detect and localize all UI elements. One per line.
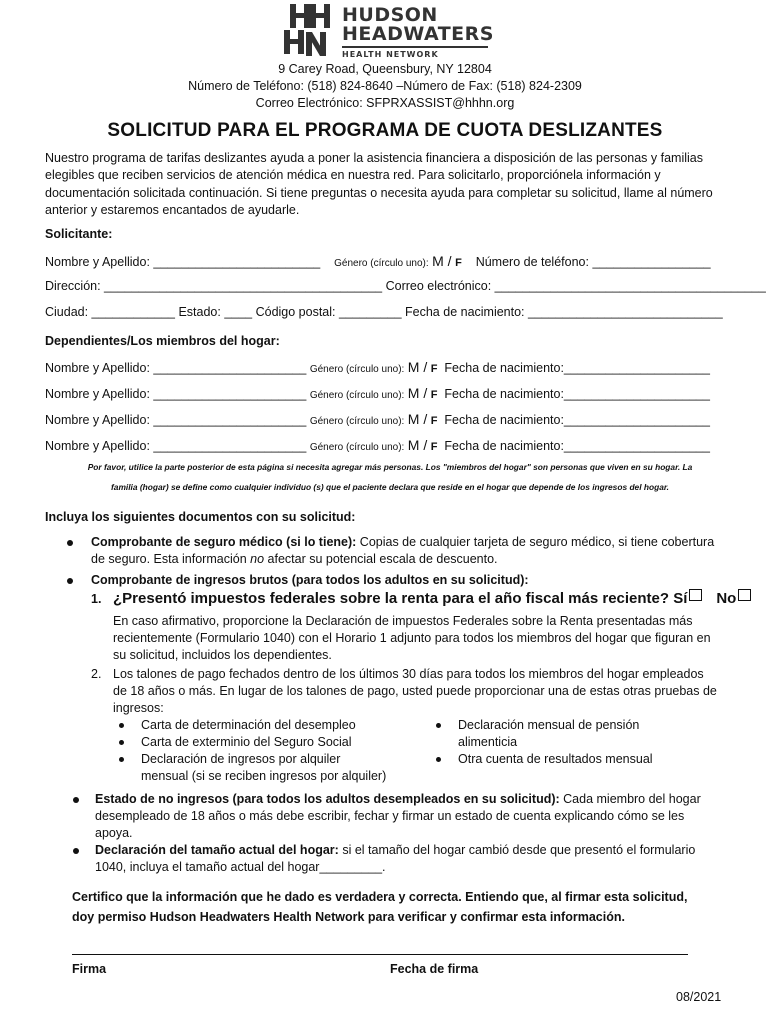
contact-email: Correo Electrónico: SFPRXASSIST@hhhn.org [255,96,515,110]
bullet [119,740,124,745]
logo-line-hudson: HUDSON [342,4,438,26]
tax-question-number [91,591,101,608]
gender-option-f[interactable]: F [430,415,438,427]
item-number: 1. [91,592,102,606]
gender-option-m[interactable]: M / [407,411,428,427]
bullet [73,797,79,803]
signature-line[interactable] [72,954,688,955]
household-size-text: si el tamaño del hogar cambió desde que presentó el formulario [342,843,696,857]
note-line: Por favor, utilice la parte posterior de esta página si necesita agregar más personas. Los "miembros del hogar" son personas que viven en su hogar. La [87,462,693,472]
household-note [45,457,735,497]
dependent-name-field[interactable]: Nombre y Apellido: ______________________ [45,387,307,401]
dependent-name-field[interactable]: Nombre y Apellido: ______________________ [45,361,307,375]
paystub-item [113,666,733,717]
dependents-heading: Dependientes/Los miembros del hogar: [45,334,280,348]
gender-option-m[interactable]: M / [407,385,428,401]
paystub-line: Los talones de pago fechados dentro de los últimos 30 días para todos los miembros del hogar empleados [113,667,704,681]
insurance-proof-item [91,534,731,568]
proof-item: Otra cuenta de resultados mensual [458,752,653,766]
gender-option-m[interactable]: M / [407,437,428,453]
hudson-headwaters-logo [284,4,494,59]
income-proof-label: Comprobante de ingresos brutos (para todos los adultos en su solicitud): [91,573,529,587]
dependent-row [45,358,710,377]
proof-item: Carta de determinación del desempleo [141,718,356,732]
gender-option-f[interactable]: F [430,441,438,453]
intro-line: anterior y estaremos encantados de ayudarle. [45,202,300,217]
applicant-phone-field[interactable]: Número de teléfono: _________________ [475,255,711,269]
signature-date-label: Fecha de firma [390,962,479,976]
gender-option-f[interactable]: F [455,257,462,269]
gender-option-f[interactable]: F [430,389,438,401]
no-income-item [95,791,735,842]
dependent-dob-field[interactable]: Fecha de nacimiento:_____________________ [444,361,710,375]
tax-question-text: ¿Presentó impuestos federales sobre la renta para el año fiscal más reciente? Sí [113,590,688,607]
no-income-label: Estado de no ingresos (para todos los adultos desempleados en su solicitud): [95,792,560,806]
proof-item: Declaración mensual de pensión [458,718,640,732]
address: 9 Carey Road, Queensbury, NY 12804 [278,62,492,76]
phone-fax: Número de Teléfono: (518) 824-8640 –Número de Fax: (518) 824-2309 [188,79,582,93]
dependent-dob-field[interactable]: Fecha de nacimiento:_____________________ [444,439,710,453]
proof-item: Declaración de ingresos por alquiler [141,752,341,766]
proof-item: Carta de exterminio del Seguro Social [141,735,352,749]
certify-line: Certifico que la información que he dado es verdadera y correcta. Entiendo que, al firmar esta solicitud, [72,890,688,904]
bullet [67,578,73,584]
logo-rule [342,46,488,48]
no-income-text: Cada miembro del hogar [563,792,701,806]
detail-line: recientemente (Formulario 1040) con el Horario 1 adjunto para todos los miembros del hogar que figuran en [113,631,711,645]
insurance-proof-text: de seguro. Esta información [91,552,247,566]
gender-option-f[interactable]: F [430,363,438,375]
emphasis-no: no [250,552,265,566]
documents-heading: Incluya los siguientes documentos con su solicitud: [45,510,356,524]
household-size-label: Declaración del tamaño actual del hogar: [95,843,339,857]
page-title: SOLICITUD PARA EL PROGRAMA DE CUOTA DESLIZANTES [107,120,663,141]
paystub-line: de 18 años o más. En lugar de los talones de pago, usted puede proporcionar una de estas otras pruebas de [113,684,717,698]
applicant-address-field[interactable]: Dirección: ________________________________________ Correo electrónico: _______________________________________ [45,279,766,293]
no-checkbox[interactable] [738,589,751,601]
tax-detail [113,613,733,664]
intro-line: Nuestro programa de tarifas deslizantes ayuda a poner la asistencia financiera a disposición de las personas y familias [45,151,703,165]
no-income-text: desempleado de 18 años o más debe escribir, fechar y firmar un estado de cuenta explicando cómo se les [95,809,685,823]
dependent-name-field[interactable]: Nombre y Apellido: ______________________ [45,413,307,427]
insurance-proof-text: afectar su potencial escala de descuento. [267,552,498,566]
paystub-number: 2. [91,667,102,681]
gender-label: Género (círculo uno): [309,416,405,427]
tax-question [113,589,751,608]
proof-item-continued: mensual (si se reciben ingresos por alquiler) [141,769,387,783]
signature-label: Firma [72,962,107,976]
certification [72,887,732,927]
gender-label: Género (círculo uno): [309,364,405,375]
intro-line: documentación solicitada continuación. Si tiene preguntas o necesita ayuda para completar su solicitud, llame al número [45,185,713,200]
insurance-proof-label: Comprobante de seguro médico (si lo tiene): [91,535,357,549]
gender-label: Género (círculo uno): [309,390,405,401]
intro-line: elegibles que reciben servicios de atención médica en nuestra red. Para solicitarlo, proporciónela información y [45,168,661,183]
gender-option-m[interactable]: M / [432,253,452,269]
revision-date: 08/2021 [676,990,722,1004]
paystub-line: ingresos: [113,701,164,715]
logo-line-headwaters: HEADWATERS [342,23,494,45]
no-income-text: apoya. [95,826,133,840]
hhhn-logo-icon [284,4,336,56]
applicant-name-field[interactable]: Nombre y Apellido: ________________________ [45,255,321,269]
bullet [119,757,124,762]
gender-label: Género (círculo uno): [309,442,405,453]
bullet [119,723,124,728]
dependent-dob-field[interactable]: Fecha de nacimiento:_____________________ [444,387,710,401]
household-size-field[interactable]: 1040, incluya el tamaño actual del hogar_________. [95,860,386,874]
applicant-heading: Solicitante: [45,227,113,241]
yes-checkbox[interactable] [689,589,702,601]
dependent-name-field[interactable]: Nombre y Apellido: ______________________ [45,439,307,453]
no-label: No [716,590,737,607]
detail-line: su solicitud, incluidos los dependientes. [113,648,332,662]
bullet [73,848,79,854]
applicant-city-field[interactable]: Ciudad: ____________ Estado: ____ Código postal: _________ Fecha de nacimiento: ____________________________ [45,305,723,319]
bullet [67,540,73,546]
applicant-name-row [45,252,711,271]
dependent-row [45,410,710,429]
household-size-item [95,842,735,876]
gender-label: Género (círculo uno): [334,258,429,269]
note-line: familia (hogar) se define como cualquier individuo (s) que el paciente declara que reside en el hogar que depende de los ingresos del hogar. [111,482,669,492]
gender-option-m[interactable]: M / [407,359,428,375]
bullet [436,757,441,762]
proof-item-continued: alimenticia [458,735,518,749]
bullet [436,723,441,728]
dependent-dob-field[interactable]: Fecha de nacimiento:_____________________ [444,413,710,427]
intro-paragraph [45,150,735,219]
dependent-row [45,436,710,455]
detail-line: En caso afirmativo, proporcione la Declaración de impuestos Federales sobre la Renta presentadas más [113,614,693,628]
logo-line-network: HEALTH NETWORK [342,50,439,59]
insurance-proof-text: Copias de cualquier tarjeta de seguro médico, si tiene cobertura [359,535,715,549]
dependent-row [45,384,710,403]
certify-line: doy permiso Hudson Headwaters Health Network para verificar y confirmar esta información. [72,910,625,924]
